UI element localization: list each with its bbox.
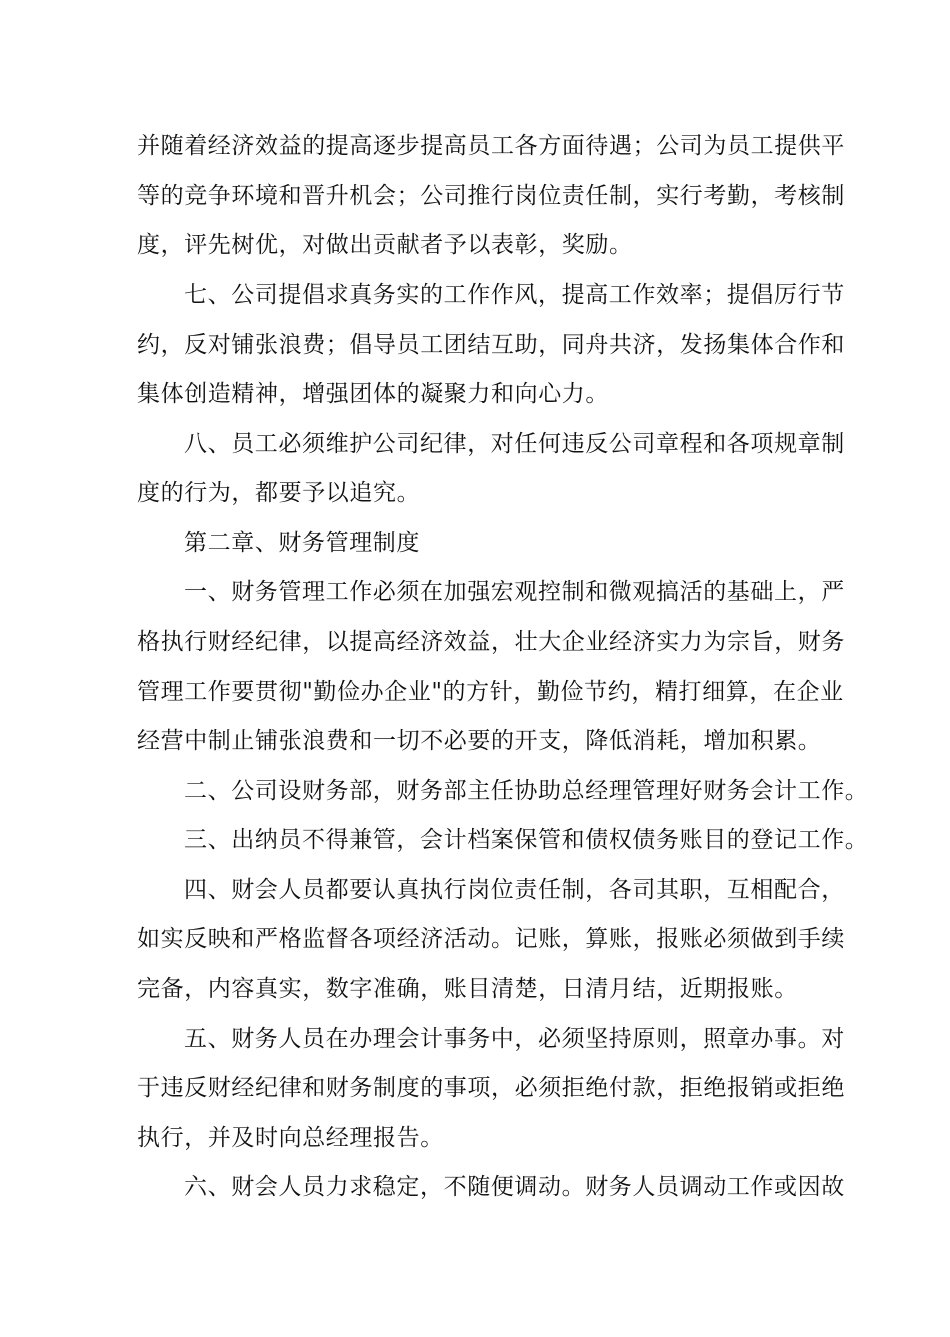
text-line: 等的竞争环境和晋升机会；公司推行岗位责任制，实行考勤，考核制 [137,183,845,209]
text-line: 如实反映和严格监督各项经济活动。记账，算账，报账必须做到手续 [137,926,845,952]
paragraph-4-line: 四、财会人员都要认真执行岗位责任制，各司其职，互相配合， [184,877,845,903]
text-line: 经营中制止铺张浪费和一切不必要的开支，降低消耗，增加积累。 [137,728,822,754]
text-line: 度的行为，都要予以追究。 [137,480,421,506]
text-line: 于违反财经纪律和财务制度的事项，必须拒绝付款，拒绝报销或拒绝 [137,1075,845,1101]
text-line: 格执行财经纪律，以提高经济效益，壮大企业经济实力为宗旨，财务 [137,629,845,655]
paragraph-2-line: 二、公司设财务部，财务部主任协助总经理管理好财务会计工作。 [184,778,869,804]
text-line: 度，评先树优，对做出贡献者予以表彰，奖励。 [137,232,633,258]
paragraph-1-line: 一、财务管理工作必须在加强宏观控制和微观搞活的基础上，严 [184,579,845,605]
chapter-heading: 第二章、财务管理制度 [184,530,420,556]
paragraph-5-line: 五、财务人员在办理会计事务中，必须坚持原则，照章办事。对 [184,1026,845,1052]
text-line: 管理工作要贯彻"勤俭办企业"的方针，勤俭节约，精打细算，在企业 [137,679,844,705]
text-line: 执行，并及时向总经理报告。 [137,1125,444,1151]
text-line: 集体创造精神，增强团体的凝聚力和向心力。 [137,381,609,407]
paragraph-8-line: 八、员工必须维护公司纪律，对任何违反公司章程和各项规章制 [184,431,845,457]
paragraph-7-line: 七、公司提倡求真务实的工作作风，提高工作效率；提倡厉行节 [184,282,845,308]
text-line: 完备，内容真实，数字准确，账目清楚，日清月结，近期报账。 [137,976,798,1002]
text-line: 约，反对铺张浪费；倡导员工团结互助，同舟共济，发扬集体合作和 [137,332,845,358]
text-line: 并随着经济效益的提高逐步提高员工各方面待遇；公司为员工提供平 [137,133,845,159]
paragraph-6-line: 六、财会人员力求稳定，不随便调动。财务人员调动工作或因故 [184,1174,845,1200]
paragraph-3-line: 三、出纳员不得兼管，会计档案保管和债权债务账目的登记工作。 [184,827,869,853]
